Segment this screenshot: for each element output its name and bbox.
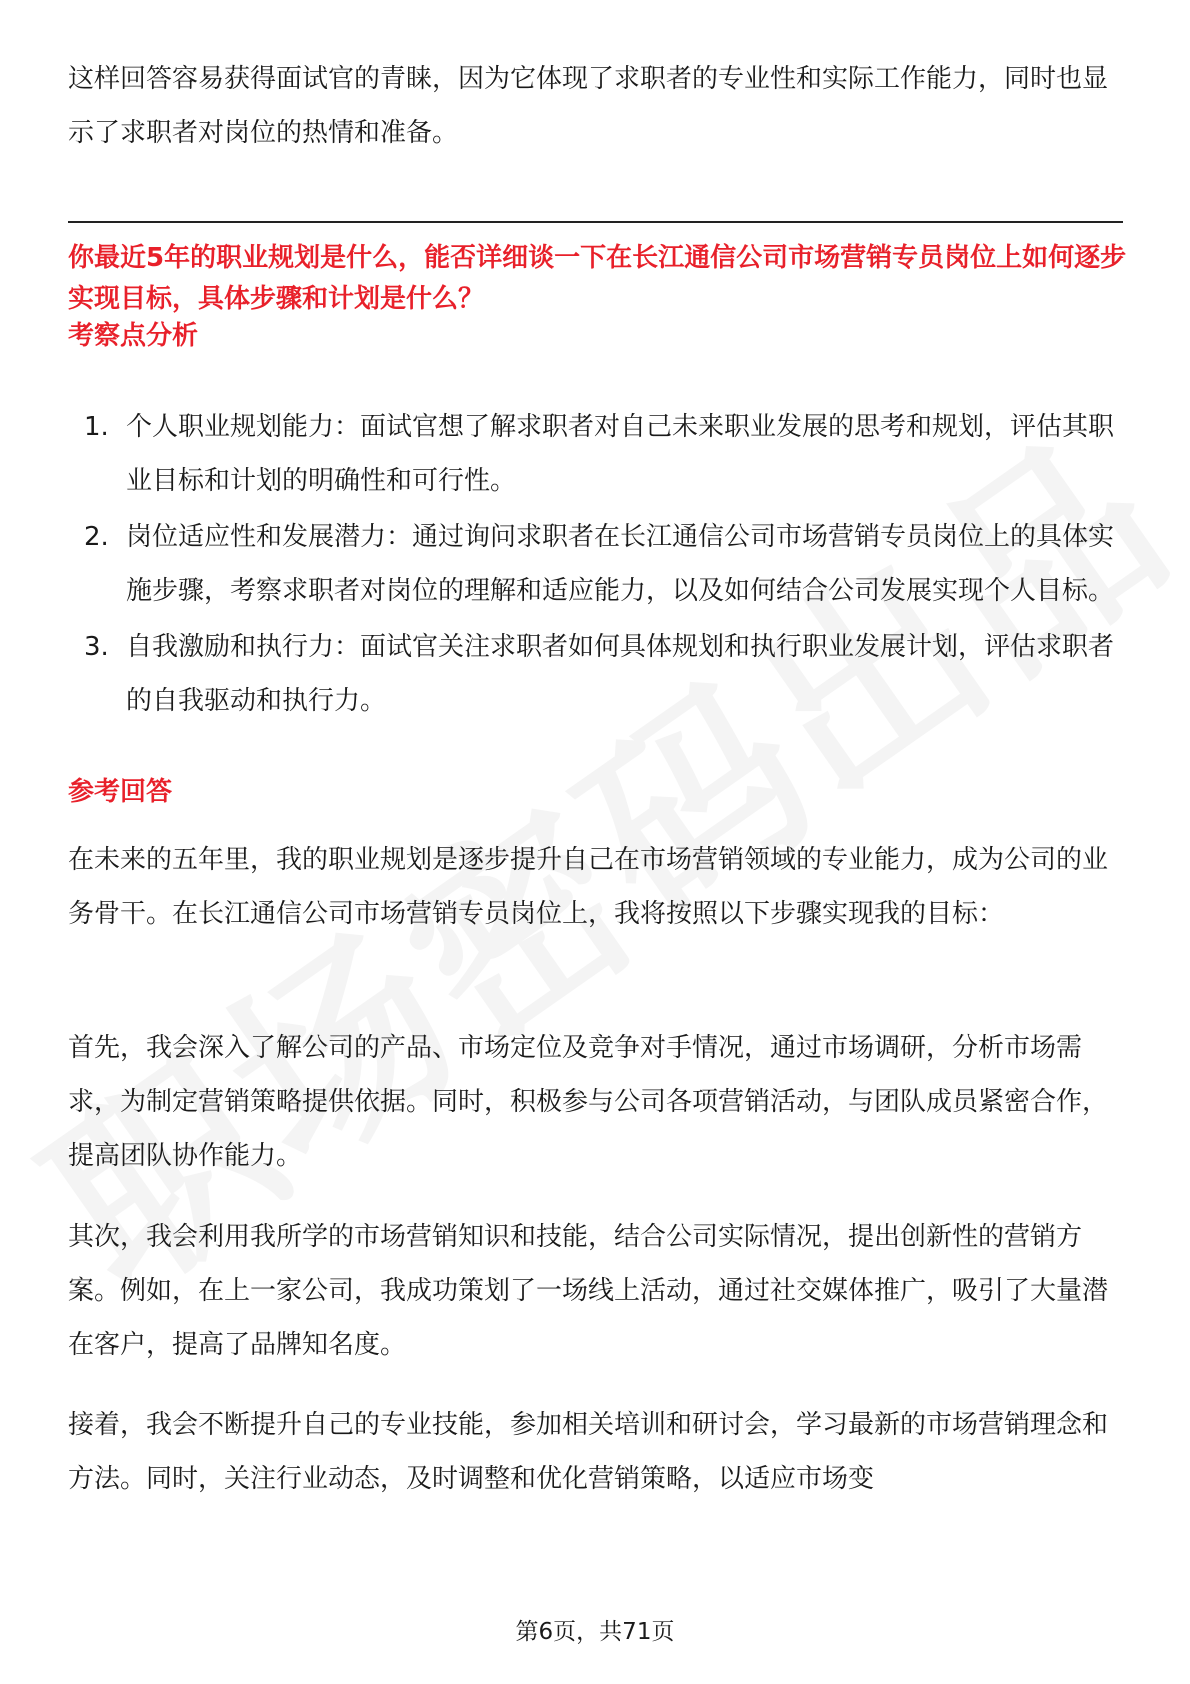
list-number: 2. bbox=[84, 522, 109, 552]
list-item-text: 个人职业规划能力：面试官想了解求职者对自己未来职业发展的思考和规划，评估其职业目标和计划的明确性和可行性。 bbox=[126, 412, 1115, 496]
answer-paragraph: 在未来的五年里，我的职业规划是逐步提升自己在市场营销领域的专业能力，成为公司的业务骨干。在长江通信公司市场营销专员岗位上，我将按照以下步骤实现我的目标： bbox=[68, 845, 1109, 929]
answer-paragraph: 首先，我会深入了解公司的产品、市场定位及竞争对手情况，通过市场调研，分析市场需求，为制定营销策略提供依据。同时，积极参与公司各项营销活动，与团队成员紧密合作，提高团队协作能力。 bbox=[68, 1033, 1109, 1171]
answer-heading: 参考回答 bbox=[68, 777, 173, 807]
section-divider bbox=[68, 221, 1123, 223]
list-number: 1. bbox=[84, 412, 109, 442]
analysis-item bbox=[68, 620, 1128, 728]
page-footer: 第6页，共71页 bbox=[515, 1619, 675, 1645]
list-item-text: 岗位适应性和发展潜力：通过询问求职者在长江通信公司市场营销专员岗位上的具体实施步骤，考察求职者对岗位的理解和适应能力，以及如何结合公司发展实现个人目标。 bbox=[126, 522, 1115, 606]
analysis-heading: 考察点分析 bbox=[68, 321, 199, 351]
analysis-item bbox=[68, 400, 1128, 508]
analysis-list bbox=[68, 400, 1128, 730]
answer-paragraph: 接着，我会不断提升自己的专业技能，参加相关培训和研讨会，学习最新的市场营销理念和方法。同时，关注行业动态，及时调整和优化营销策略，以适应市场变 bbox=[68, 1410, 1109, 1494]
question-heading: 你最近5年的职业规划是什么，能否详细谈一下在长江通信公司市场营销专员岗位上如何逐步实现目标，具体步骤和计划是什么？ bbox=[68, 243, 1127, 314]
intro-paragraph: 这样回答容易获得面试官的青睐，因为它体现了求职者的专业性和实际工作能力，同时也显示了求职者对岗位的热情和准备。 bbox=[68, 64, 1109, 148]
answer-paragraph: 其次，我会利用我所学的市场营销知识和技能，结合公司实际情况，提出创新性的营销方案。例如，在上一家公司，我成功策划了一场线上活动，通过社交媒体推广，吸引了大量潜在客户，提高了品牌知名度。 bbox=[68, 1222, 1109, 1360]
analysis-item bbox=[68, 510, 1128, 618]
list-item-text: 自我激励和执行力：面试官关注求职者如何具体规划和执行职业发展计划，评估求职者的自我驱动和执行力。 bbox=[126, 632, 1115, 716]
list-number: 3. bbox=[84, 632, 109, 662]
